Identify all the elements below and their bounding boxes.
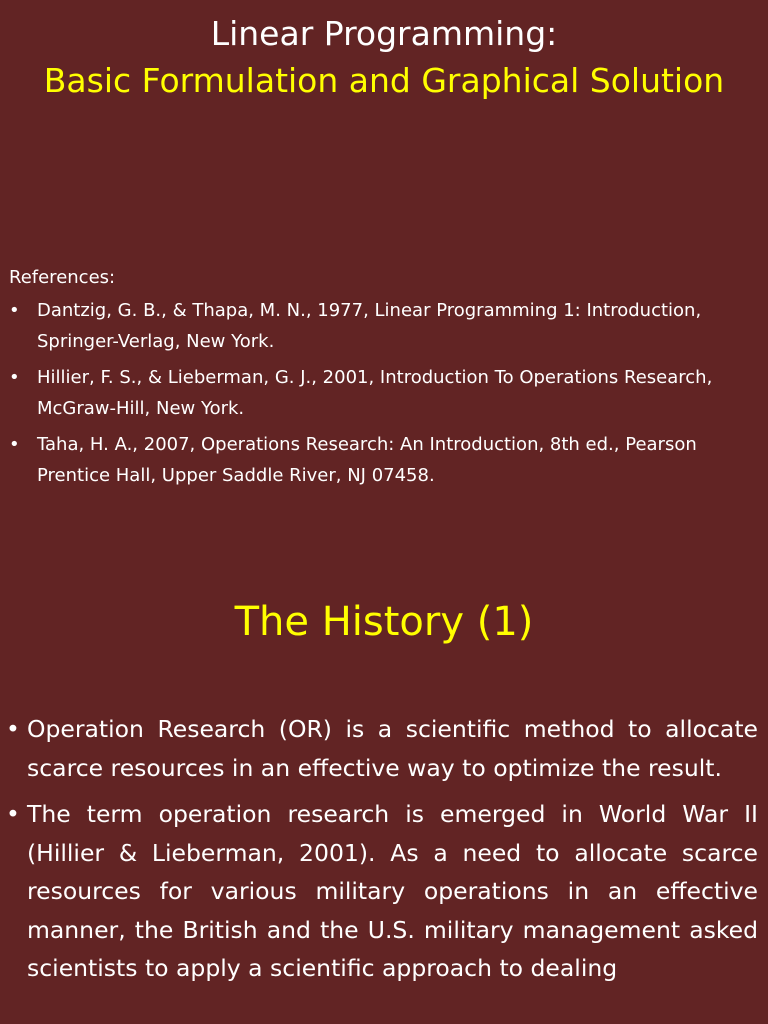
references-list: [9, 295, 754, 491]
reference-item: [9, 429, 754, 491]
history-bullet-item: [6, 710, 758, 787]
title-block: [0, 12, 768, 106]
history-text: Operation Research (OR) is a scientific method to allocate scarce resources in an effective way to optimize the result.: [27, 715, 758, 782]
reference-text: Dantzig, G. B., & Thapa, M. N., 1977, Linear Programming 1: Introduction, Springer-Verlag, New York.: [37, 300, 702, 352]
bullet-icon: •: [9, 367, 20, 388]
reference-item: [9, 362, 754, 424]
title-subtitle: Basic Formulation and Graphical Solution: [43, 61, 725, 100]
bullet-icon: •: [6, 715, 20, 743]
references-label: References:: [9, 267, 116, 288]
slide-history: [0, 580, 768, 1024]
bullet-icon: •: [9, 434, 20, 455]
history-list: [6, 710, 758, 988]
reference-item: [9, 295, 754, 357]
reference-text: Taha, H. A., 2007, Operations Research: An Introduction, 8th ed., Pearson Prentice Hall, Upper Saddle River, NJ 07458.: [37, 434, 697, 486]
history-title: The History (1): [234, 599, 534, 645]
references-section: [9, 262, 754, 496]
bullet-icon: •: [6, 800, 20, 828]
bullet-icon: •: [9, 300, 20, 321]
reference-text: Hillier, F. S., & Lieberman, G. J., 2001, Introduction To Operations Research, McGraw-Hill, New York.: [37, 367, 713, 419]
history-text: The term operation research is emerged in World War II (Hillier & Lieberman, 2001). As a need to allocate scarce resources for various military operations in an effective manner, the British and the U.S. military management asked scientists to apply a scientific approach to dealing: [27, 800, 758, 982]
title-main: Linear Programming:: [210, 14, 558, 53]
history-body: [6, 710, 758, 996]
history-bullet-item: [6, 795, 758, 988]
